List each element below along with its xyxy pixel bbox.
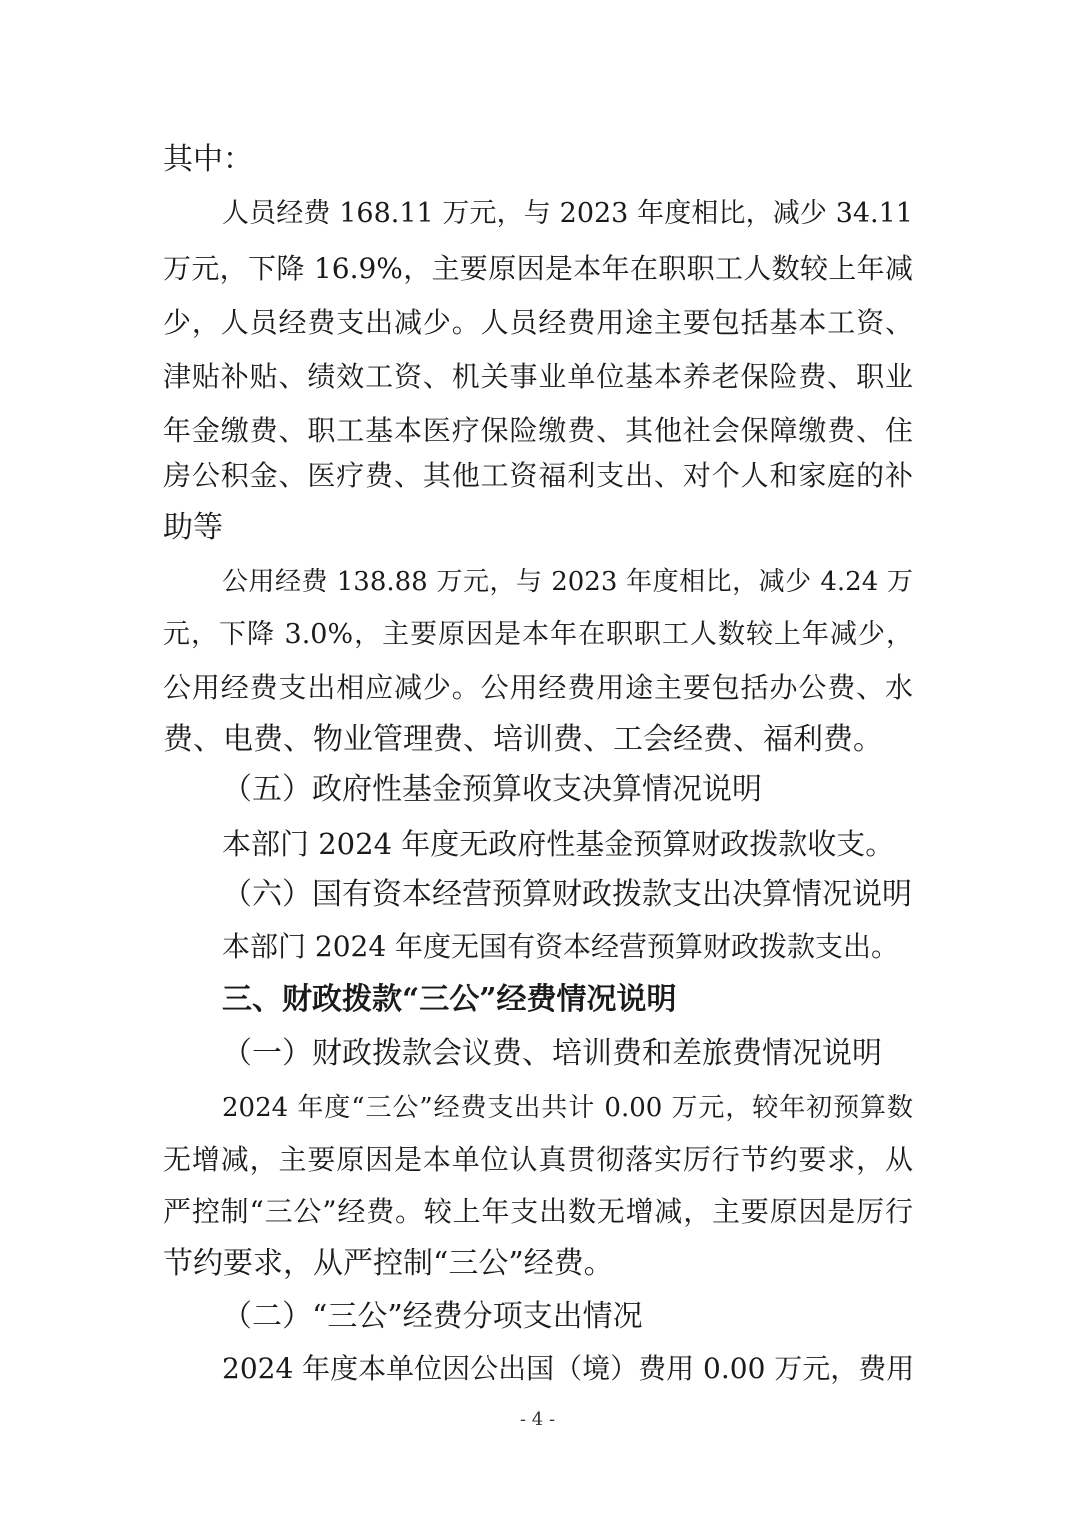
- section-subheading: （二）“三公”经费分项支出情况: [222, 1299, 643, 1334]
- paragraph-line: 严控制“三公”经费。较上年支出数无增减，主要原因是厉行: [163, 1195, 913, 1228]
- paragraph-line: 公用经费支出相应减少。公用经费用途主要包括办公费、水: [163, 671, 913, 704]
- paragraph-line: 费、电费、物业管理费、培训费、工会经费、福利费。: [163, 722, 883, 757]
- paragraph-line: 助等: [163, 510, 223, 545]
- paragraph-line: 本部门 2024 年度无国有资本经营预算财政拨款支出。: [222, 930, 900, 963]
- paragraph-line: 2024 年度“三公”经费支出共计 0.00 万元，较年初预算数: [222, 1093, 913, 1123]
- paragraph-line: 少，人员经费支出减少。人员经费用途主要包括基本工资、: [163, 306, 913, 339]
- paragraph-line: 其中：: [163, 142, 253, 177]
- section-heading: 三、财政拨款“三公”经费情况说明: [222, 982, 677, 1017]
- section-subheading: （一）财政拨款会议费、培训费和差旅费情况说明: [222, 1036, 882, 1071]
- paragraph-line: 无增减，主要原因是本单位认真贯彻落实厉行节约要求，从: [163, 1143, 913, 1176]
- section-subheading: （六）国有资本经营预算财政拨款支出决算情况说明: [222, 877, 912, 912]
- paragraph-line: 节约要求，从严控制“三公”经费。: [163, 1246, 614, 1281]
- paragraph-line: 津贴补贴、绩效工资、机关事业单位基本养老保险费、职业: [163, 360, 913, 393]
- paragraph-line: 人员经费 168.11 万元，与 2023 年度相比，减少 34.11: [222, 198, 913, 229]
- paragraph-line: 2024 年度本单位因公出国（境）费用 0.00 万元，费用: [222, 1352, 915, 1385]
- paragraph-line: 房公积金、医疗费、其他工资福利支出、对个人和家庭的补: [163, 459, 913, 492]
- page-number: - 4 -: [519, 1409, 556, 1430]
- paragraph-line: 公用经费 138.88 万元，与 2023 年度相比，减少 4.24 万: [222, 567, 913, 597]
- paragraph-line: 万元，下降 16.9%，主要原因是本年在职职工人数较上年减: [163, 252, 913, 285]
- paragraph-line: 本部门 2024 年度无政府性基金预算财政拨款收支。: [222, 827, 895, 861]
- paragraph-line: 年金缴费、职工基本医疗保险缴费、其他社会保障缴费、住: [163, 414, 913, 447]
- section-subheading: （五）政府性基金预算收支决算情况说明: [222, 772, 762, 807]
- paragraph-line: 元，下降 3.0%，主要原因是本年在职职工人数较上年减少，: [163, 619, 913, 650]
